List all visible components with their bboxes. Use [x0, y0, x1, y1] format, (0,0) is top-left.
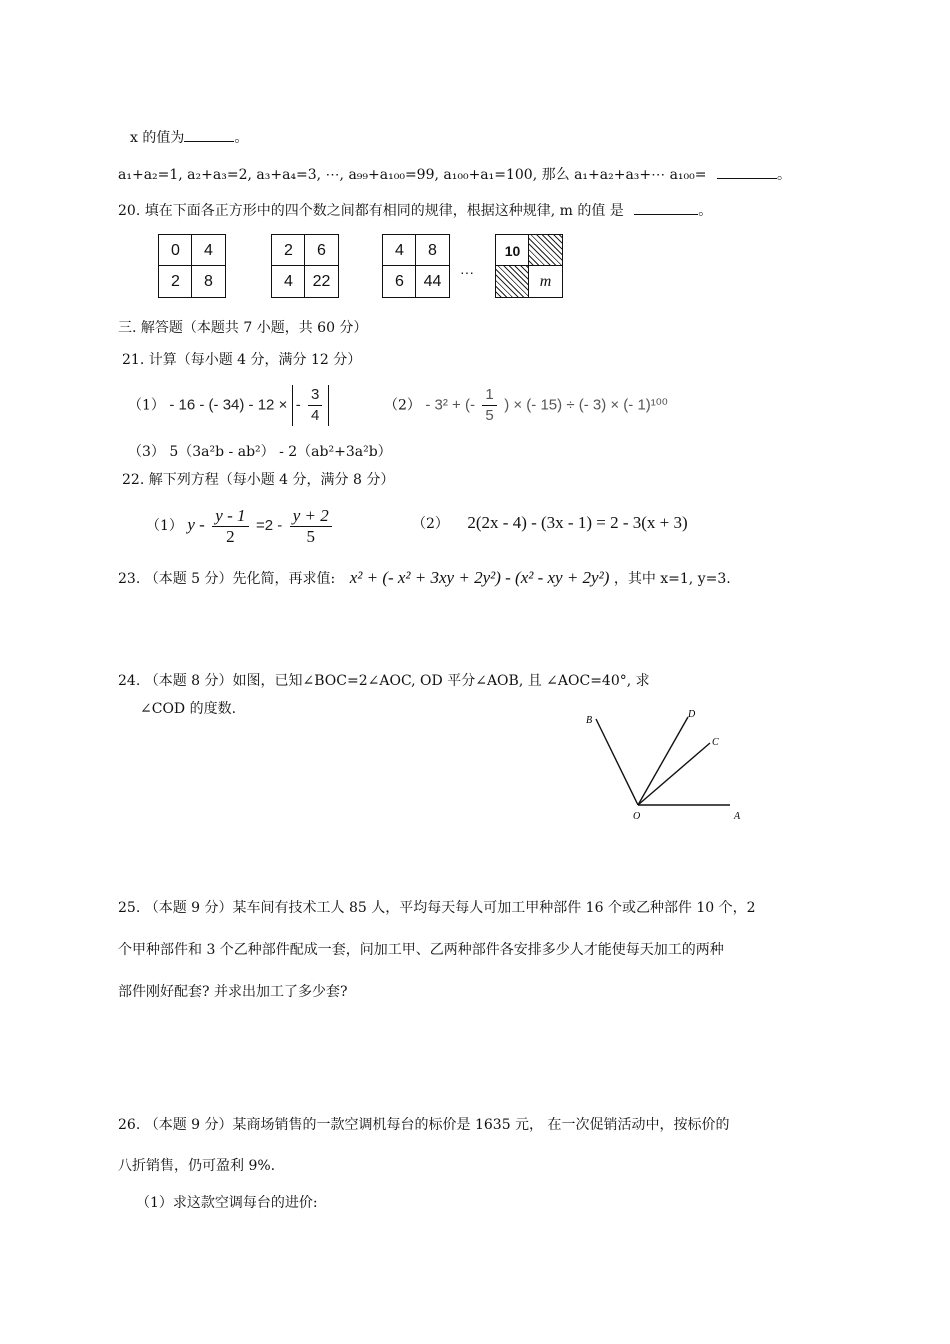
- label-c: C: [712, 737, 719, 748]
- square-cell: 6: [395, 272, 404, 290]
- q18-tail: x 的值为 。: [130, 127, 248, 148]
- absolute-value: - $\frac{3}{4}$: [292, 385, 330, 426]
- square-cell: 2: [284, 241, 293, 259]
- q26-sub1: （1）求这款空调每台的进价:: [136, 1195, 318, 1211]
- q25-line3: 部件刚好配套? 并求出加工了多少套?: [118, 984, 348, 1000]
- square-cell: 44: [423, 272, 442, 290]
- square-cell: 0: [171, 241, 180, 259]
- q21-part1: （1） - 16 - (- 34) - 12 × - $\frac{3}{4}$: [128, 385, 329, 426]
- square-cell: 22: [312, 272, 331, 290]
- hatched-cell: [529, 235, 562, 266]
- ray-od: [638, 717, 688, 805]
- fraction: $\frac{y - 1}{2}$: [212, 506, 248, 547]
- label-b: B: [586, 715, 593, 726]
- square-cell: 10: [504, 242, 521, 259]
- square-cell: 6: [317, 241, 326, 259]
- number-square-4: [495, 234, 563, 298]
- q25-line2: 个甲种部件和 3 个乙种部件配成一套，问加工甲、乙两种部件各安排多少人才能使每天加工的两种: [118, 942, 724, 958]
- number-square-3: [382, 234, 450, 298]
- q22-part2: （2） 2(2x - 4) - (3x - 1) = 2 - 3(x + 3): [412, 513, 688, 532]
- q22-title: 22. 解下列方程（每小题 4 分，满分 8 分）: [122, 472, 395, 488]
- fraction: $\frac{y + 2}{5}$: [290, 506, 332, 547]
- answer-blank[interactable]: [717, 164, 777, 179]
- q19-text: a₁+a₂=1, a₂+a₃=2, a₃+a₄=3, ⋯, a₉₉+a₁₀₀=99, a₁₀₀+a₁=100, 那么 a₁+a₂+a₃+⋯ a₁₀₀=: [118, 167, 707, 183]
- number-square-2: [271, 234, 339, 298]
- q21-part3: （3） 5（3a²b - ab²） - 2（ab²+3a²b）: [128, 444, 392, 460]
- fraction: $\frac{3}{4}$: [308, 385, 322, 426]
- section-3-heading: 三. 解答题（本题共 7 小题，共 60 分）: [118, 320, 368, 336]
- square-cell: 4: [204, 241, 213, 259]
- question-23: 23. （本题 5 分）先化简，再求值: x² + (- x² + 3xy + 2y²) - (x² - xy + 2y²) ，其中 x=1, y=3.: [118, 568, 731, 587]
- label-a: A: [734, 811, 741, 822]
- q26-line1: 26. （本题 9 分）某商场销售的一款空调机每台的标价是 1635 元， 在一次促销活动中，按标价的: [118, 1117, 730, 1133]
- angle-diagram: [580, 705, 750, 825]
- square-cell: m: [539, 272, 552, 290]
- answer-blank[interactable]: [634, 200, 698, 215]
- q26-line2: 八折销售，仍可盈利 9%.: [118, 1158, 276, 1174]
- question-24: 24. （本题 8 分）如图，已知∠BOC=2∠AOC, OD 平分∠AOB, 且 ∠AOC=40°, 求: [118, 673, 650, 689]
- ray-ob: [596, 719, 638, 805]
- q21-title: 21. 计算（每小题 4 分，满分 12 分）: [122, 352, 362, 368]
- hatched-cell: [496, 266, 529, 297]
- q21-part2: （2） - 3² + (- $\frac{1}{5}$ ) × (- 15) ÷ (- 3) × (- 1)¹⁰⁰: [384, 386, 668, 424]
- question-20: 20. 填在下面各正方形中的四个数之间都有相同的规律，根据这种规律, m 的值 是 。: [118, 200, 712, 221]
- label-d: D: [688, 709, 696, 720]
- question-19: a₁+a₂=1, a₂+a₃=2, a₃+a₄=3, ⋯, a₉₉+a₁₀₀=99, a₁₀₀+a₁=100, 那么 a₁+a₂+a₃+⋯ a₁₀₀= 。: [118, 164, 791, 185]
- question-24-cont: ∠COD 的度数.: [140, 701, 237, 717]
- answer-blank[interactable]: [184, 127, 234, 142]
- sequence-ellipsis: ···: [460, 264, 474, 280]
- q20-text: 20. 填在下面各正方形中的四个数之间都有相同的规律，根据这种规律, m 的值 是: [118, 203, 624, 219]
- fraction: $\frac{1}{5}$: [482, 385, 496, 426]
- square-cell: 4: [395, 241, 404, 259]
- square-cell: 4: [284, 272, 293, 290]
- label-o: O: [633, 811, 641, 822]
- square-cell: 8: [204, 272, 213, 290]
- square-cell: 2: [171, 272, 180, 290]
- q22-part1: （1） y - $\frac{y - 1}{2}$ =2 - $\frac{y + 2}{5}$: [146, 503, 335, 548]
- number-square-1: [158, 234, 226, 298]
- q25-line1: 25. （本题 9 分）某车间有技术工人 85 人，平均每天每人可加工甲种部件 16 个或乙种部件 10 个，2: [118, 900, 756, 916]
- ray-oc: [638, 743, 710, 805]
- square-cell: 8: [428, 241, 437, 259]
